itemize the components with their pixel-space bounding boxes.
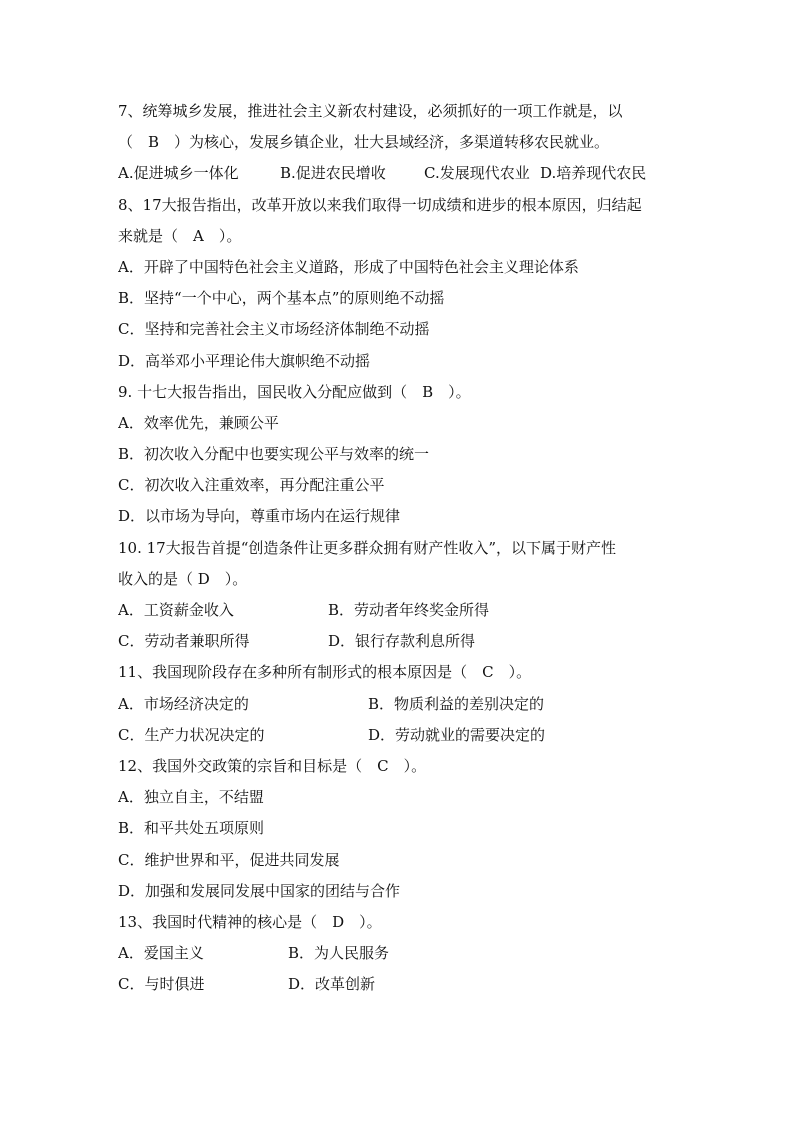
option-b: B．物质利益的差别决定的 bbox=[368, 694, 545, 713]
option-b: B．坚持“一个中心，两个基本点”的原则绝不动摇 bbox=[118, 289, 445, 308]
question-10-line-1: 10. 17大报告首提“创造条件让更多群众拥有财产性收入”，以下属于财产性 bbox=[118, 538, 617, 557]
option-a: A．开辟了中国特色社会主义道路，形成了中国特色社会主义理论体系 bbox=[118, 257, 579, 276]
question-10-options-row-2 bbox=[118, 626, 678, 657]
question-12-line-1: 12、我国外交政策的宗旨和目标是（ C ）。 bbox=[118, 756, 427, 775]
option-b: B．初次收入分配中也要实现公平与效率的统一 bbox=[118, 445, 430, 464]
question-7-options bbox=[118, 158, 678, 189]
option-c: C．坚持和完善社会主义市场经济体制绝不动摇 bbox=[118, 320, 430, 339]
option-d: D．加强和发展同发展中国家的团结与合作 bbox=[118, 881, 401, 900]
option-b: B．劳动者年终奖金所得 bbox=[328, 601, 490, 619]
option-b: B.促进农民增收 bbox=[280, 164, 386, 183]
question-11-options-row-2 bbox=[118, 720, 678, 751]
question-8-line-1: 8、17大报告指出，改革开放以来我们取得一切成绩和进步的根本原因，归结起 bbox=[118, 195, 642, 214]
question-7-line-1: 7、统筹城乡发展，推进社会主义新农村建设，必须抓好的一项工作就是，以 bbox=[118, 102, 623, 120]
option-a: A．爱国主义 bbox=[118, 944, 204, 963]
option-a: A．市场经济决定的 bbox=[118, 694, 249, 713]
option-c: C．劳动者兼职所得 bbox=[118, 632, 250, 651]
question-11-options-row-1 bbox=[118, 689, 678, 720]
option-a: A．独立自主，不结盟 bbox=[118, 788, 264, 807]
option-c: C.发展现代农业 bbox=[424, 164, 530, 183]
option-d: D．高举邓小平理论伟大旗帜绝不动摇 bbox=[118, 351, 371, 370]
question-11-line-1: 11、我国现阶段存在多种所有制形式的根本原因是（ C ）。 bbox=[118, 663, 532, 682]
question-13-options-row-1 bbox=[118, 938, 678, 969]
option-a: A.促进城乡一体化 bbox=[118, 164, 239, 183]
option-a: A．工资薪金收入 bbox=[118, 601, 234, 619]
option-c: C．维护世界和平，促进共同发展 bbox=[118, 850, 340, 869]
question-9-line-1: 9. 十七大报告指出，国民收入分配应做到（ B ）。 bbox=[118, 382, 471, 401]
option-b: B．和平共处五项原则 bbox=[118, 819, 265, 838]
question-7-line-2: （ B ）为核心，发展乡镇企业，壮大县域经济，多渠道转移农民就业。 bbox=[118, 133, 610, 152]
option-d: D.培养现代农民 bbox=[540, 164, 647, 183]
option-d: D．以市场为导向，尊重市场内在运行规律 bbox=[118, 507, 401, 526]
question-13-options-row-2 bbox=[118, 969, 678, 1000]
option-c: C．与时俱进 bbox=[118, 975, 205, 994]
option-a: A．效率优先，兼顾公平 bbox=[118, 413, 279, 432]
option-d: D．劳动就业的需要决定的 bbox=[368, 725, 546, 744]
question-13-line-1: 13、我国时代精神的核心是（ D ）。 bbox=[118, 912, 382, 931]
option-c: C．初次收入注重效率，再分配注重公平 bbox=[118, 476, 385, 495]
option-d: D．改革创新 bbox=[288, 975, 376, 994]
question-list bbox=[118, 96, 678, 1000]
question-10-line-2: 收入的是（ D ）。 bbox=[118, 569, 248, 588]
option-c: C．生产力状况决定的 bbox=[118, 725, 265, 744]
option-b: B．为人民服务 bbox=[288, 944, 390, 963]
question-8-line-2: 来就是（ A ）。 bbox=[118, 226, 242, 245]
option-d: D．银行存款利息所得 bbox=[328, 632, 476, 651]
question-10-options-row-1 bbox=[118, 595, 678, 626]
